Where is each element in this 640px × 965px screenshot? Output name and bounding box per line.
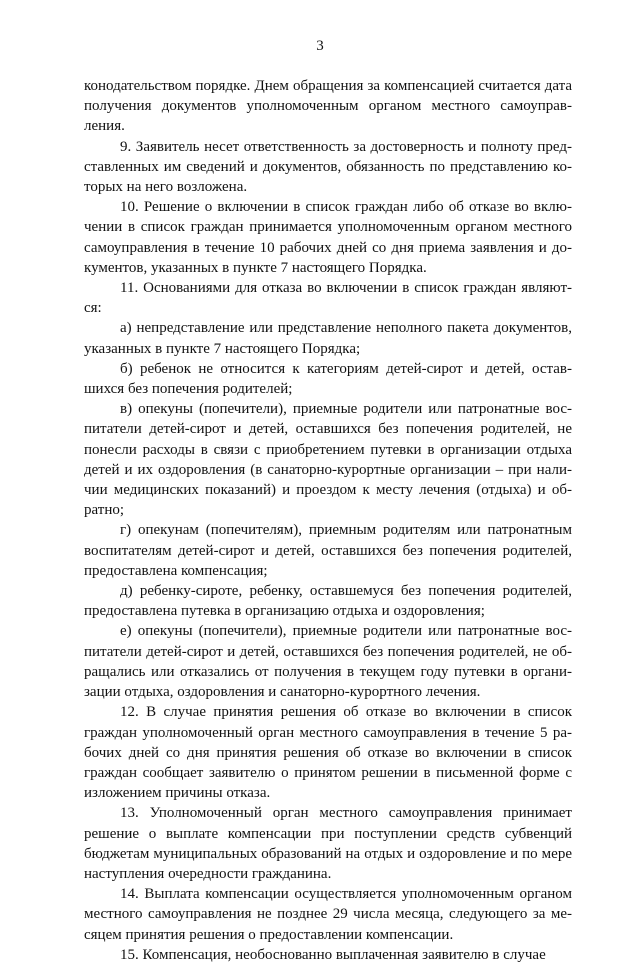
paragraph-item-15: 15. Компенсация, необоснованно выплаченная заявителю в случае: [120, 946, 546, 963]
subitem-v: в) опекуны (попечители), приемные родители или патронатные воспитатели детей-сирот и детей, оставшихся без попечения родителей, не понесли расходы в связи с приобретением путевки в организации отдыха детей и их оздоровления (в санаторно-курортные организации – при наличии медицинских показаний) и проездом к месту лечения (отдыха) и обратно;: [84, 401, 572, 519]
paragraph-item-13: 13. Уполномоченный орган местного самоуправления принимает решение о выплате компенсации при поступлении средств субвенций бюджетам муниципальных образований на отдых и оздоровление и по мере наступления очередности гражданина.: [84, 805, 572, 882]
subitem-d: д) ребенку-сироте, ребенку, оставшемуся без попечения родителей, предоставлена путевка в организацию отдыха и оздоровления;: [84, 583, 572, 620]
document-body: [84, 76, 572, 965]
subitem-g: г) опекунам (попечителям), приемным родителям или патронатным воспитателям детей-сирот и детей, оставшихся без попечения родителей, предоставлена компенсация;: [84, 522, 572, 579]
subitem-b: б) ребенок не относится к категориям детей-сирот и детей, оставшихся без попечения родителей;: [84, 360, 572, 398]
paragraph-item-10: 10. Решение о включении в список граждан либо об отказе во включении в список граждан принимается уполномоченным органом местного самоуправления в течение 10 рабочих дней со дня приема заявления и документов, указанных в пункте 7 настоящего Порядка.: [84, 199, 572, 276]
page-number: 3: [316, 38, 324, 54]
paragraph-item-9: 9. Заявитель несет ответственность за достоверность и полноту представленных им сведений и документов, обязанность по представлению которых на него возложена.: [84, 138, 572, 196]
subitem-a: а) непредставление или представление неполного пакета документов, указанных в пункте 7 настоящего Порядка;: [84, 320, 572, 357]
paragraph-continuation: конодательством порядке. Днем обращения за компенсацией считается дата получения документов уполномоченным органом местного самоуправления.: [84, 78, 572, 135]
paragraph-item-14: 14. Выплата компенсации осуществляется уполномоченным органом местного самоуправления не позднее 29 числа месяца, следующего за месяцем принятия решения о предоставлении компенсации.: [84, 886, 572, 943]
paragraph-item-12: 12. В случае принятия решения об отказе во включении в список граждан уполномоченный орган местного самоуправления в течение 5 рабочих дней со дня принятия решения об отказе во включении в список граждан сообщает заявителю о принятом решении в письменной форме с изложением причины отказа.: [84, 704, 572, 802]
paragraph-item-11: 11. Основаниями для отказа во включении в список граждан являются:: [84, 280, 572, 317]
subitem-e: е) опекуны (попечители), приемные родители или патронатные воспитатели детей-сирот и детей, оставшихся без попечения родителей, не обращались или отказались от получения в текущем году путевки в организации отдыха, оздоровления и санаторно-курортного лечения.: [84, 623, 572, 701]
